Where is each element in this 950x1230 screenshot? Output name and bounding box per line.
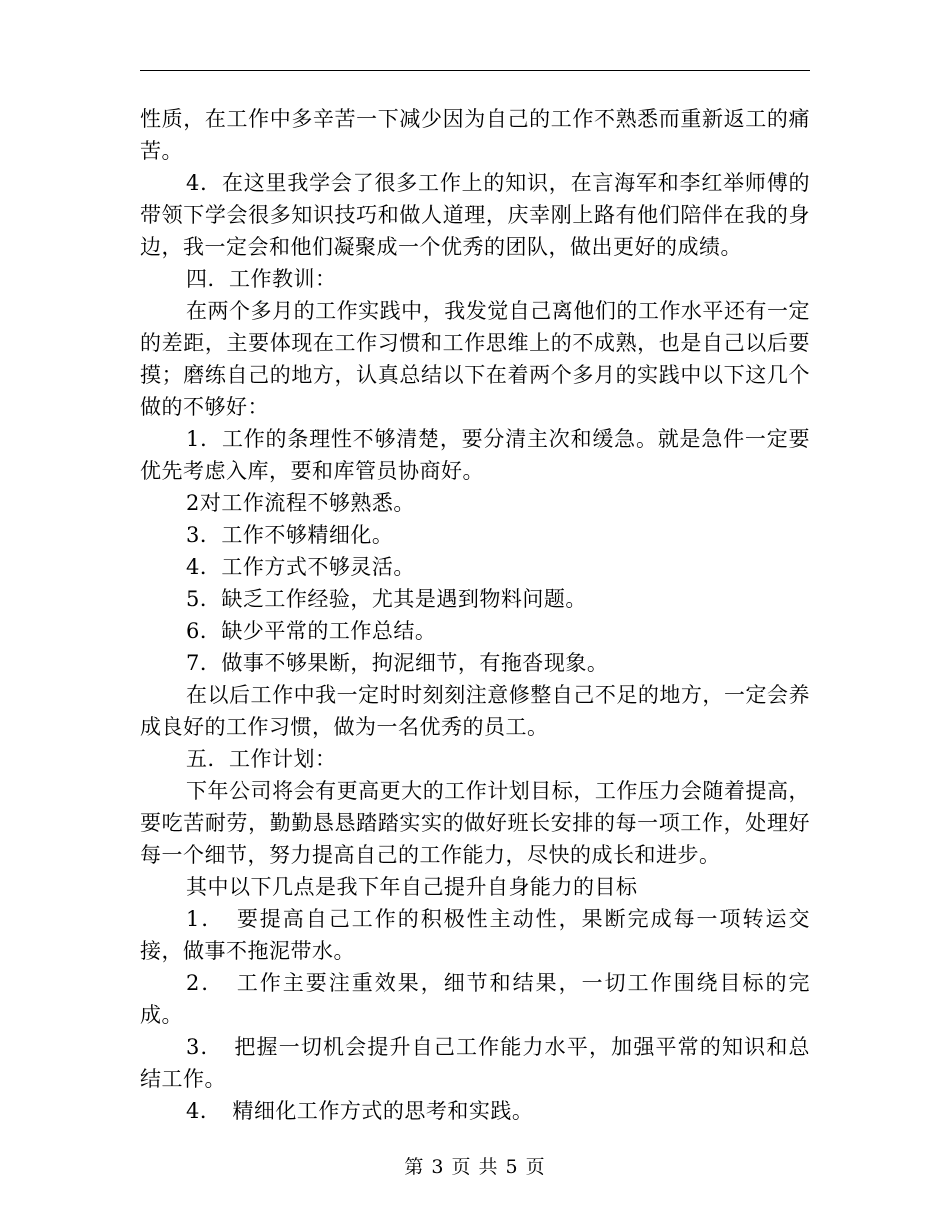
paragraph: 五．工作计划： — [186, 747, 337, 771]
paragraph: 四．工作教训： — [186, 267, 337, 291]
paragraph: 7．做事不够果断，拘泥细节，有拖沓现象。 — [186, 651, 609, 675]
paragraph: 性质，在工作中多辛苦一下减少因为自己的工作不熟悉而重新返工的痛苦。 — [140, 107, 810, 163]
paragraph: 1． 要提高自己工作的积极性主动性，果断完成每一项转运交接，做事不拖泥带水。 — [140, 907, 810, 963]
paragraph: 在两个多月的工作实践中，我发觉自己离他们的工作水平还有一定的差距，主要体现在工作习惯和工作思维上的不成熟，也是自己以后要摸；磨练自己的地方，认真总结以下在着两个多月的实践中以下这几个做的不够好： — [140, 299, 810, 419]
paragraph: 下年公司将会有更高更大的工作计划目标，工作压力会随着提高，要吃苦耐劳，勤勤恳恳踏踏实实的做好班长安排的每一项工作，处理好每一个细节，努力提高自己的工作能力，尽快的成长和进步。 — [140, 779, 810, 867]
paragraph: 2对工作流程不够熟悉。 — [186, 491, 415, 515]
paragraph: 6．缺少平常的工作总结。 — [186, 619, 437, 643]
paragraph: 3． 把握一切机会提升自己工作能力水平，加强平常的知识和总结工作。 — [140, 1035, 810, 1091]
paragraph: 4．工作方式不够灵活。 — [186, 555, 415, 579]
paragraph: 1．工作的条理性不够清楚，要分清主次和缓急。就是急件一定要优先考虑入库，要和库管员协商好。 — [140, 427, 810, 483]
header-rule — [140, 70, 810, 71]
page-body — [140, 103, 810, 1127]
paragraph: 5．缺乏工作经验，尤其是遇到物料问题。 — [186, 587, 587, 611]
paragraph: 4． 精细化工作方式的思考和实践。 — [186, 1099, 534, 1123]
paragraph: 4．在这里我学会了很多工作上的知识，在言海军和李红举师傅的带领下学会很多知识技巧和做人道理，庆幸刚上路有他们陪伴在我的身边，我一定会和他们凝聚成一个优秀的团队，做出更好的成绩。 — [140, 171, 810, 259]
paragraph: 在以后工作中我一定时时刻刻注意修整自己不足的地方，一定会养成良好的工作习惯，做为一名优秀的员工。 — [140, 683, 810, 739]
paragraph: 3．工作不够精细化。 — [186, 523, 394, 547]
paragraph: 其中以下几点是我下年自己提升自身能力的目标 — [186, 875, 638, 899]
page-footer: 第 3 页 共 5 页 — [404, 1156, 546, 1178]
paragraph: 2． 工作主要注重效果，细节和结果，一切工作围绕目标的完成。 — [140, 971, 810, 1027]
